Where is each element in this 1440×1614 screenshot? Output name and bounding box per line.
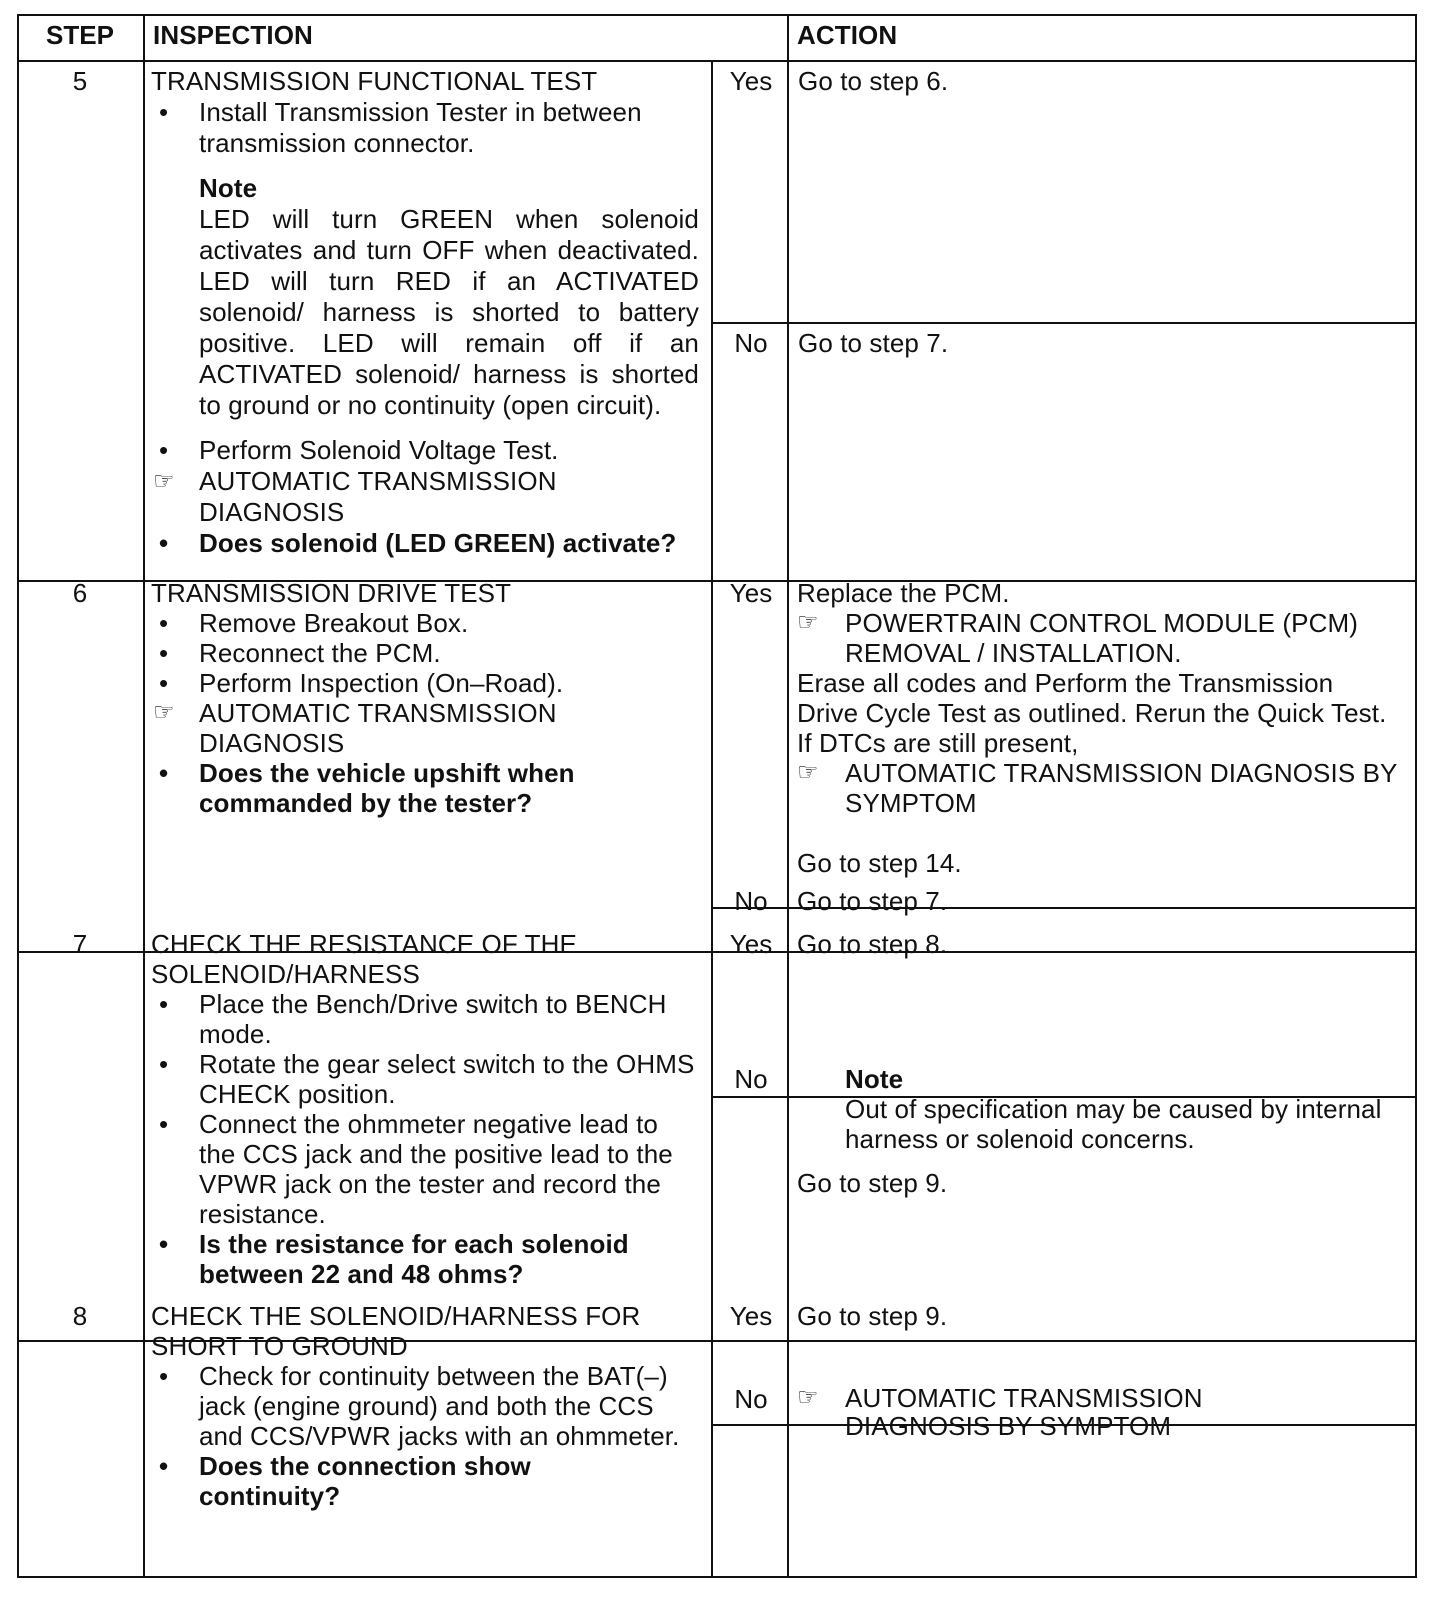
pointing-hand-icon: ☞: [797, 759, 819, 786]
no-action: [797, 1384, 1217, 1440]
inspection-list: [151, 435, 699, 559]
note-title: Note: [845, 1064, 904, 1094]
inspection-cell: [151, 578, 699, 818]
inspection-cell: [151, 66, 699, 559]
reference-link[interactable]: ☞ AUTOMATIC TRANSMISSION DIAGNOSIS: [151, 466, 699, 528]
question: • Does the vehicle upshift when commanded by the tester?: [151, 758, 699, 818]
list-item: • Perform Inspection (On–Road).: [151, 668, 699, 698]
reference-text: AUTOMATIC TRANSMISSION DIAGNOSIS BY SYMPTOM: [845, 1383, 1203, 1441]
reference-link[interactable]: ☞ AUTOMATIC TRANSMISSION DIAGNOSIS: [151, 698, 699, 758]
yes-label: Yes: [729, 929, 773, 959]
list-item: • Check for continuity between the BAT(–) jack (engine ground) and both the CCS and CCS/VPWR jacks with an ohmmeter.: [151, 1361, 699, 1451]
note: [797, 1064, 1401, 1154]
no-action: Go to step 7.: [797, 886, 948, 916]
inspection-list: [151, 989, 699, 1289]
inspection-title: CHECK THE RESISTANCE OF THE SOLENOID/HARNESS: [151, 929, 577, 989]
no-action: [797, 1064, 1401, 1198]
action-line: Replace the PCM.: [797, 578, 1010, 608]
yes-action: [797, 578, 1401, 878]
yes-action: Go to step 8.: [797, 929, 948, 959]
note-text: LED will turn GREEN when solenoid activates and turn OFF when deactivated. LED will turn RED if an ACTIVATED solenoid/ harness is shorted to battery positive. LED will remain off if an ACTIVATED solenoid/ harness is shorted to ground or no continuity (open circuit).: [199, 204, 699, 420]
action-goto: Go to step 9.: [797, 1168, 948, 1198]
yes-label: Yes: [729, 66, 773, 96]
action-goto: Go to step 14.: [797, 848, 962, 878]
col-divider: [711, 60, 713, 1578]
question: • Does the connection show continuity?: [151, 1451, 699, 1511]
header-step: STEP: [46, 20, 114, 50]
inspection-list: [151, 608, 699, 818]
pointing-hand-icon: ☞: [797, 609, 819, 636]
step-number: 7: [72, 929, 88, 959]
header-action: ACTION: [797, 20, 898, 50]
list-item: • Reconnect the PCM.: [151, 638, 699, 668]
reference-link[interactable]: [797, 1384, 1217, 1440]
step-number: 5: [72, 66, 88, 96]
list-item: • Remove Breakout Box.: [151, 608, 699, 638]
yes-no-divider: [711, 322, 1417, 324]
no-action: Go to step 7.: [798, 328, 949, 358]
note: [151, 173, 699, 421]
yes-label: Yes: [729, 1301, 773, 1331]
question: • Does solenoid (LED GREEN) activate?: [151, 528, 699, 559]
diagnostic-table: [17, 14, 1417, 1578]
pointing-hand-icon: ☞: [797, 1384, 819, 1411]
list-item: • Rotate the gear select switch to the OHMS CHECK position.: [151, 1049, 699, 1109]
inspection-title: CHECK THE SOLENOID/HARNESS FOR SHORT TO GROUND: [151, 1301, 641, 1361]
note-title: Note: [199, 173, 258, 203]
reference-text: AUTOMATIC TRANSMISSION DIAGNOSIS BY SYMPTOM: [845, 758, 1398, 818]
note-text: Out of specification may be caused by internal harness or solenoid concerns.: [845, 1094, 1382, 1154]
inspection-cell: [151, 1301, 699, 1511]
no-label: No: [734, 1384, 768, 1414]
inspection-title: TRANSMISSION DRIVE TEST: [151, 578, 512, 608]
step-number: 6: [72, 578, 88, 608]
list-item: • Perform Solenoid Voltage Test.: [151, 435, 699, 466]
inspection-list: [151, 97, 699, 159]
reference-link[interactable]: [797, 608, 1401, 668]
yes-label: Yes: [729, 578, 773, 608]
yes-action: Go to step 6.: [798, 66, 949, 96]
inspection-cell: [151, 929, 699, 1289]
col-divider: [143, 14, 145, 1578]
list-item: • Connect the ohmmeter negative lead to the CCS jack and the positive lead to the VPWR jack on the tester and record the resistance.: [151, 1109, 699, 1229]
yes-action: Go to step 9.: [797, 1301, 948, 1331]
header-divider: [17, 60, 1417, 62]
inspection-title: TRANSMISSION FUNCTIONAL TEST: [151, 66, 598, 96]
list-item: • Install Transmission Tester in between transmission connector.: [151, 97, 699, 159]
no-label: No: [734, 886, 768, 916]
question: • Is the resistance for each solenoid between 22 and 48 ohms?: [151, 1229, 699, 1289]
inspection-list: [151, 1361, 699, 1511]
step-number: 8: [72, 1301, 88, 1331]
list-item: • Place the Bench/Drive switch to BENCH mode.: [151, 989, 699, 1049]
header-inspection: INSPECTION: [153, 20, 313, 50]
no-label: No: [734, 1064, 768, 1094]
reference-text: POWERTRAIN CONTROL MODULE (PCM) REMOVAL / INSTALLATION.: [845, 608, 1359, 668]
reference-link[interactable]: [797, 758, 1401, 818]
no-label: No: [734, 328, 768, 358]
action-text: Erase all codes and Perform the Transmission Drive Cycle Test as outlined. Rerun the Quick Test. If DTCs are still present,: [797, 668, 1387, 758]
col-divider: [787, 14, 789, 1578]
